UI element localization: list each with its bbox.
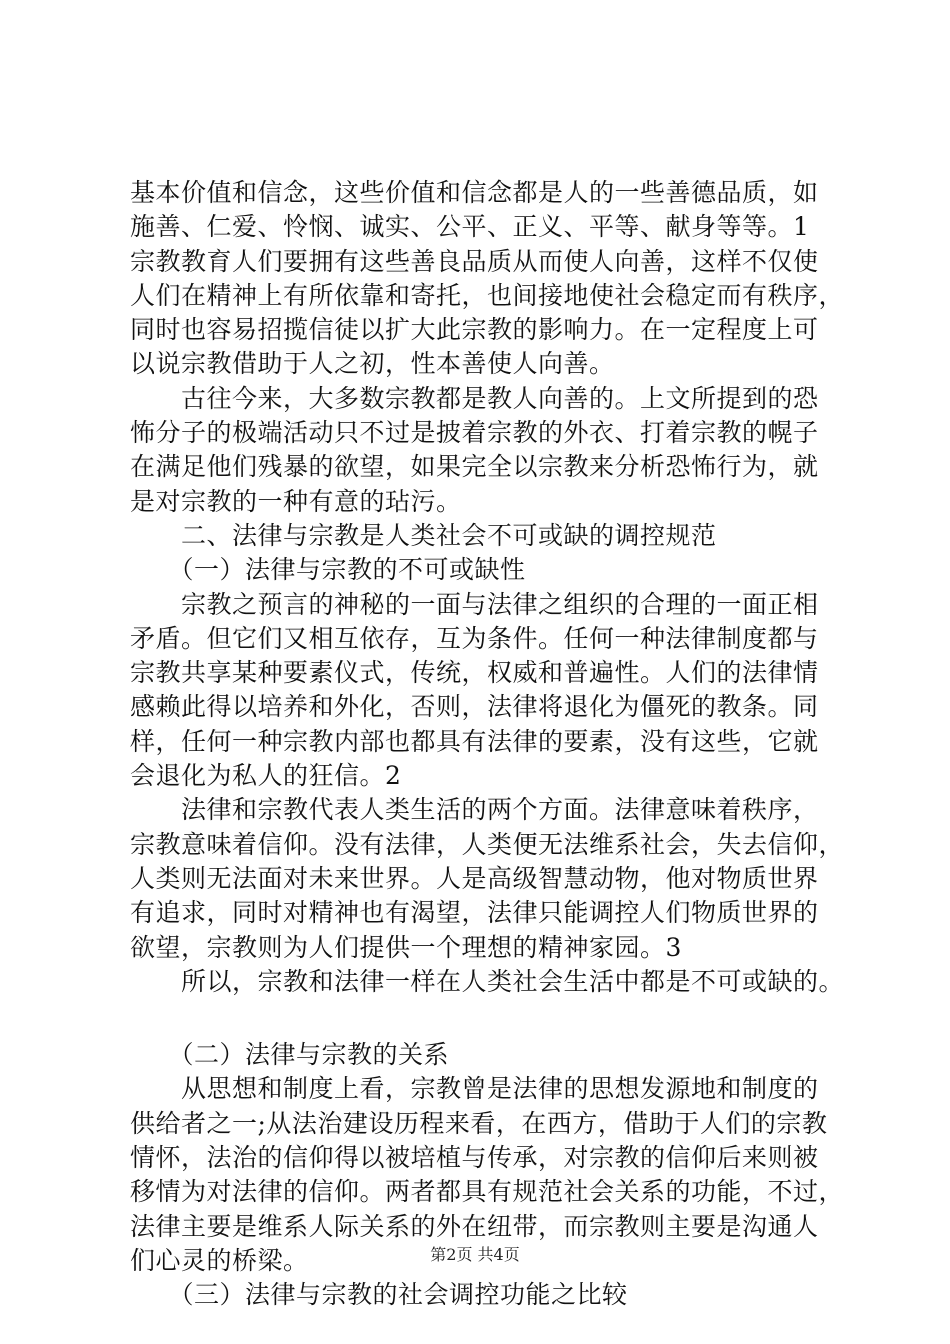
text-line: 矛盾。但它们又相互依存，互为条件。任何一种法律制度都与 (130, 623, 819, 653)
blank-line (130, 999, 850, 1038)
text-line: 会退化为私人的狂信。2 (130, 761, 402, 791)
text-line: 移情为对法律的信仰。两者都具有规范社会关系的功能，不过， (130, 1177, 845, 1207)
text-line: 古往今来，大多数宗教都是教人向善的。上文所提到的恐 (130, 383, 819, 413)
text-line: 人类则无法面对未来世界。人是高级智慧动物，他对物质世界 (130, 863, 819, 893)
document-body (130, 176, 850, 1313)
text-line: 有追求，同时对精神也有渴望，法律只能调控人们物质世界的 (130, 898, 819, 928)
text-line: 宗教教育人们要拥有这些善良品质从而使人向善，这样不仅使 (130, 246, 819, 276)
subsection-heading: （二）法律与宗教的关系 (130, 1040, 450, 1070)
text-line: 所以，宗教和法律一样在人类社会生活中都是不可或缺的。 (130, 966, 845, 996)
page-footer (0, 1242, 950, 1265)
text-line: 感赖此得以培养和外化，否则，法律将退化为僵死的教条。同 (130, 692, 819, 722)
text-line: 基本价值和信念，这些价值和信念都是人的一些善德品质，如 (130, 178, 819, 207)
text-line: 人们在精神上有所依靠和寄托，也间接地使社会稳定而有秩序， (130, 280, 845, 310)
text-line: 宗教意味着信仰。没有法律，人类便无法维系社会，失去信仰， (130, 829, 845, 859)
subsection-heading: （三）法律与宗教的社会调控功能之比较 (130, 1280, 628, 1310)
text-line: 从思想和制度上看，宗教曾是法律的思想发源地和制度的 (130, 1074, 819, 1104)
text-line: 法律主要是维系人际关系的外在纽带，而宗教则主要是沟通人 (130, 1211, 819, 1241)
page-number: 第2页 共4页 (430, 1245, 520, 1264)
text-line: 以说宗教借助于人之初，性本善使人向善。 (130, 349, 615, 379)
text-line: 怖分子的极端活动只不过是披着宗教的外衣、打着宗教的幌子 (130, 418, 819, 448)
text-line: 欲望，宗教则为人们提供一个理想的精神家园。3 (130, 932, 682, 962)
text-line: 施善、仁爱、怜悯、诚实、公平、正义、平等、献身等等。1 (130, 212, 810, 242)
text-line: 样，任何一种宗教内部也都具有法律的要素，没有这些，它就 (130, 726, 819, 756)
section-heading: 二、法律与宗教是人类社会不可或缺的调控规范 (130, 520, 717, 550)
text-line: 们心灵的桥梁。 (130, 1245, 309, 1275)
text-line: 是对宗教的一种有意的玷污。 (130, 486, 462, 516)
text-line: 宗教共享某种要素仪式，传统，权威和普遍性。人们的法律情 (130, 658, 819, 688)
text-line: 法律和宗教代表人类生活的两个方面。法律意味着秩序， (130, 795, 819, 825)
text-line: 情怀，法治的信仰得以被培植与传承，对宗教的信仰后来则被 (130, 1143, 819, 1173)
subsection-heading: （一）法律与宗教的不可或缺性 (130, 555, 526, 585)
text-line: 宗教之预言的神秘的一面与法律之组织的合理的一面正相 (130, 589, 819, 619)
text-line: 同时也容易招揽信徒以扩大此宗教的影响力。在一定程度上可 (130, 315, 819, 345)
text-line: 在满足他们残暴的欲望，如果完全以宗教来分析恐怖行为，就 (130, 452, 819, 482)
text-line: 供给者之一;从法治建设历程来看，在西方，借助于人们的宗教 (130, 1108, 828, 1138)
